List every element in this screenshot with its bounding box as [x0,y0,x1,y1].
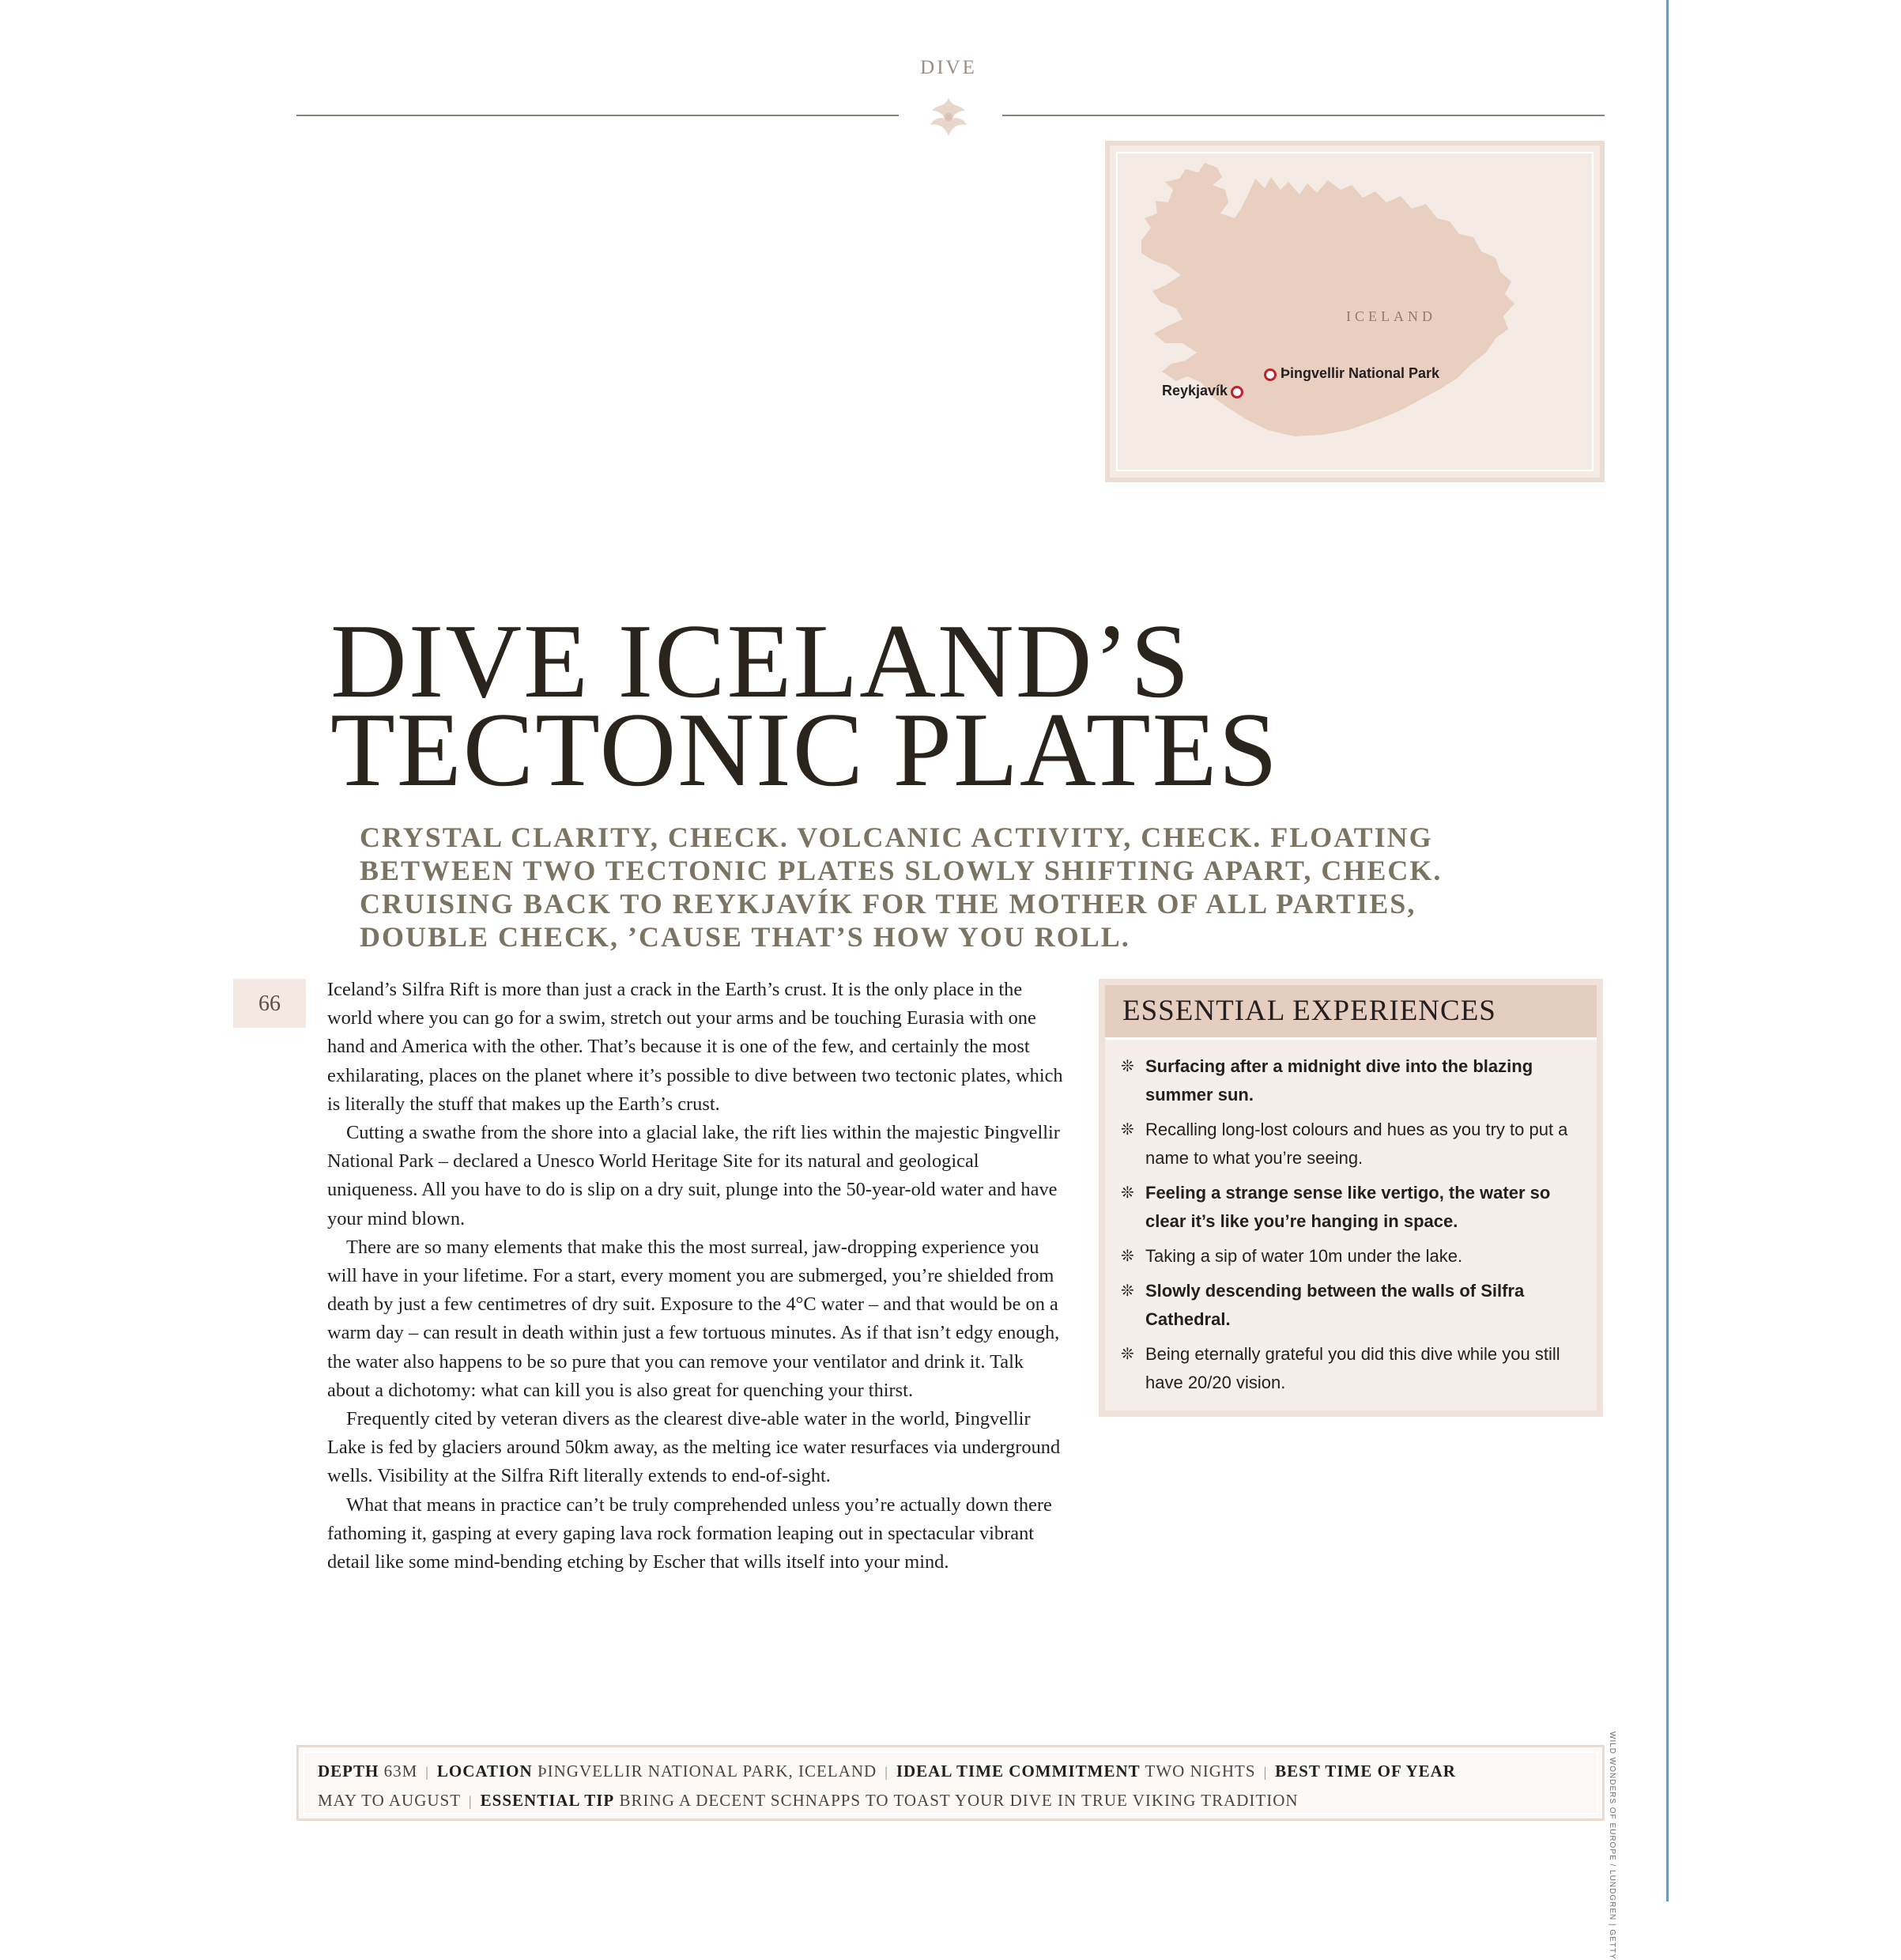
depth-value: 63M [383,1762,418,1781]
page-title [330,602,1437,808]
body-paragraph: There are so many elements that make this the most surreal, jaw-dropping experience you will have in your lifetime. For a start, every moment you are submerged, you’re shielded from death by just a few centimetres of dry suit. Exposure to the 4°C water – and that would be on a warm day – can result in death within just a few tortuous minutes. As if that isn’t edgy enough, the water also happens to be so pure that you can remove your ventilator and drink it. Talk about a dichotomy: what can kill you is also great for quenching your thirst. [327,1236,1060,1401]
snowflake-bullet-icon: ❊ [1121,1346,1134,1363]
experience-item [1121,1242,1587,1271]
experience-text: Slowly descending between the walls of Silfra Cathedral. [1145,1281,1525,1329]
experience-text: Taking a sip of water 10m under the lake. [1145,1246,1463,1266]
experience-item [1121,1179,1587,1236]
map-label-reykjavik: Reykjavík [1162,383,1228,398]
location-label: LOCATION [436,1762,533,1781]
experience-item [1121,1116,1587,1173]
best-time-label: BEST TIME OF YEAR [1275,1762,1456,1781]
map-country-label: ICELAND [1346,308,1436,324]
header-divider [1105,1037,1597,1040]
separator: | [1263,1764,1268,1780]
fleuron-ornament-icon [921,93,976,141]
depth-label: DEPTH [318,1762,379,1781]
experience-text: Surfacing after a midnight dive into the blazing summer sun. [1145,1056,1533,1105]
body-paragraph: What that means in practice can’t be truly comprehended unless you’re actually down there fathoming it, gasping at every gaping lava rock formation leaping out in spectacular vibrant detail like some mind-bending etching by Escher that wills itself into your mind. [327,1494,1052,1573]
article-body [327,976,1066,1577]
location-value: ÞINGVELLIR NATIONAL PARK, ICELAND [537,1762,877,1781]
section-tag: DIVE [920,57,977,78]
fact-bar-text [318,1757,1592,1815]
title-line-1: DIVE ICELAND’S [330,602,1191,719]
map-label-thingvellir: Þingvellir National Park [1281,365,1440,381]
snowflake-bullet-icon: ❊ [1121,1282,1134,1300]
separator: | [884,1764,888,1780]
experience-text: Feeling a strange sense like vertigo, the water so clear it’s like you’re hanging in space. [1145,1183,1551,1231]
essential-experiences-heading: ESSENTIAL EXPERIENCES [1122,995,1496,1027]
commitment-label: IDEAL TIME COMMITMENT [896,1762,1141,1781]
snowflake-bullet-icon: ❊ [1121,1184,1134,1202]
separator: | [425,1764,429,1780]
tip-label: ESSENTIAL TIP [480,1791,615,1810]
snowflake-bullet-icon: ❊ [1121,1058,1134,1075]
thingvellir-marker [1264,368,1277,381]
body-paragraph: Cutting a swathe from the shore into a glacial lake, the rift lies within the majestic Þingvellir National Park – declared a Unesco World Heritage Site for its natural and geological uniqueness. All you have to do is slip on a dry suit, plunge into the 50-year-old water and have your mind blown. [327,1122,1060,1229]
experience-item [1121,1277,1587,1334]
experience-text: Recalling long-lost colours and hues as you try to put a name to what you’re seeing. [1145,1120,1568,1168]
header-rule-left [296,115,899,116]
header-rule-right [1002,115,1605,116]
tip-value: BRING A DECENT SCHNAPPS TO TOAST YOUR DIVE IN TRUE VIKING TRADITION [619,1791,1299,1810]
body-paragraph: Iceland’s Silfra Rift is more than just a crack in the Earth’s crust. It is the only place in the world where you can go for a swim, stretch out your arms and be touching Eurasia with one hand and America with the other. That’s because it is one of the few, and certainly the most exhilarating, places on the planet where it’s possible to dive between two tectonic plates, which is literally the stuff that makes up the Earth’s crust. [327,979,1063,1115]
page-edge-line [1666,0,1669,1901]
separator: | [469,1793,473,1809]
snowflake-bullet-icon: ❊ [1121,1121,1134,1139]
best-time-value: MAY TO AUGUST [318,1791,462,1810]
title-line-2: TECTONIC PLATES [330,691,1280,808]
body-paragraph: Frequently cited by veteran divers as the clearest dive-able water in the world, Þingvellir Lake is fed by glaciers around 50km away, as the melting ice water resurfaces via underground wells. Visibility at the Silfra Rift literally extends to end-of-sight. [327,1408,1061,1487]
reykjavik-marker [1231,386,1243,398]
photo-credit: WILD WONDERS OF EUROPE / LUNDGREN | GETTY [1608,1732,1616,1960]
page-number: 66 [258,991,281,1016]
commitment-value: TWO NIGHTS [1145,1762,1256,1781]
snowflake-bullet-icon: ❊ [1121,1248,1134,1265]
standfirst: CRYSTAL CLARITY, CHECK. VOLCANIC ACTIVITY, CHECK. FLOATING BETWEEN TWO TECTONIC PLATES SLOWLY SHIFTING APART, CHECK. CRUISING BACK TO REYKJAVÍK FOR THE MOTHER OF ALL PARTIES, DOUBLE CHECK, ’CAUSE THAT’S HOW YOU ROLL. [360,821,1443,953]
experience-item [1121,1052,1587,1109]
essential-experiences-list [1121,1052,1587,1403]
experience-text: Being eternally grateful you did this dive while you still have 20/20 vision. [1145,1344,1560,1392]
experience-item [1121,1340,1587,1397]
